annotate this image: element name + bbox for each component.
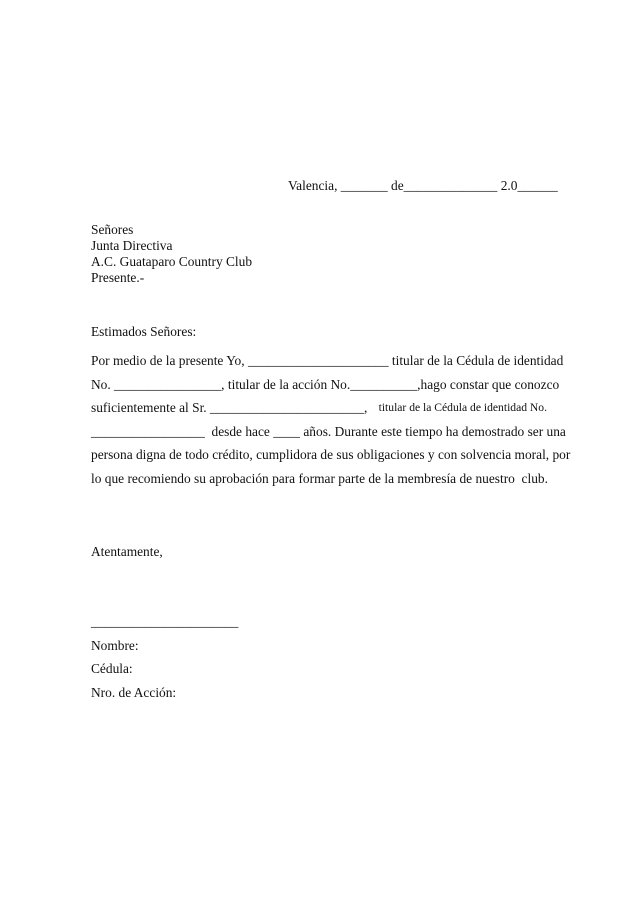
salutation: Estimados Señores: [91, 324, 197, 339]
signature-line: ______________________ [91, 614, 239, 629]
body-line-6 [91, 467, 547, 491]
share-number-label: Nro. de Acción: [91, 684, 177, 700]
body-line-2-start: No. ________________, titular de la acción No.__________, [91, 376, 421, 392]
body-line-3-end: titular de la Cédula de identidad No. [378, 401, 547, 415]
id-label: Cédula: [91, 661, 133, 676]
signature-block [91, 610, 238, 704]
body-line-6-text: lo que recomiendo su aprobación para formar parte de la membresía de nuestro club. [91, 470, 548, 486]
name-label: Nombre: [91, 637, 139, 653]
body-line-2-end: hago constar que conozco [420, 376, 560, 392]
body-line-1 [91, 349, 564, 373]
recipient-presente: Presente.- [91, 270, 145, 285]
body-line-5 [91, 443, 571, 467]
body-line-3-start: suficientemente al Sr. _______________________, [91, 400, 368, 416]
body-line-4 [91, 420, 566, 444]
recipient-greeting: Señores [91, 222, 134, 237]
body-line-4-text: _________________ desde hace ____ años. Durante este tiempo ha demostrado ser una [91, 423, 566, 439]
place-date-line: Valencia, _______ de______________ 2.0______ [288, 178, 558, 193]
recipient-block [91, 222, 252, 286]
recipient-board: Junta Directiva [91, 238, 173, 253]
body-line-3 [91, 396, 547, 420]
closing: Atentamente, [91, 544, 163, 559]
body-line-1-text: Por medio de la presente Yo, _____________________ titular de la Cédula de identidad [91, 353, 564, 368]
letter-body [91, 349, 571, 491]
recipient-club: A.C. Guataparo Country Club [91, 254, 253, 269]
body-line-2 [91, 373, 560, 397]
body-line-5-text: persona digna de todo crédito, cumplidora de sus obligaciones y con solvencia moral, por [91, 447, 571, 463]
